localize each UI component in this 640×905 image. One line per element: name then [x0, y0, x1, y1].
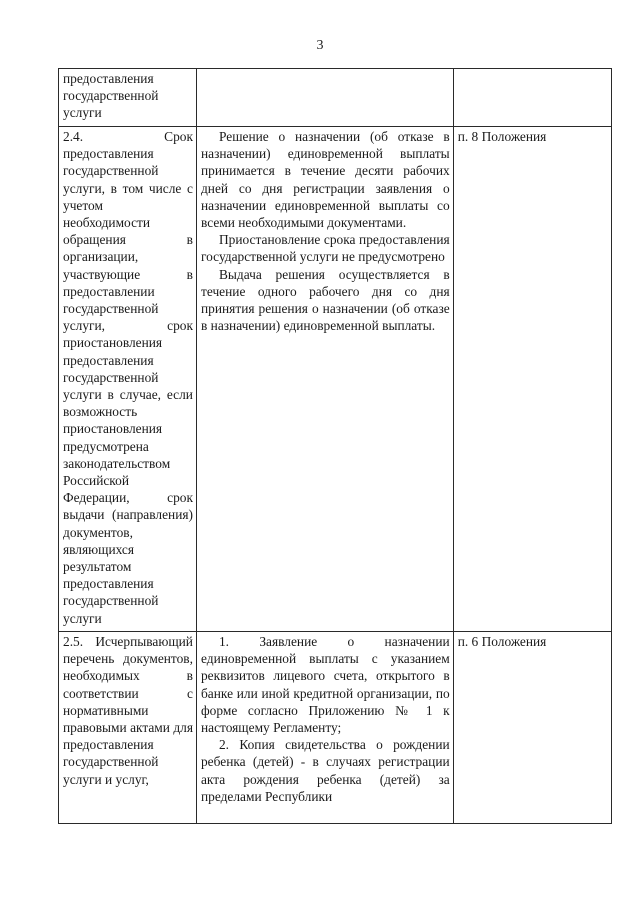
- row-reference-text: п. 8 Положения: [457, 129, 547, 144]
- row-content-cell: [196, 69, 453, 127]
- row-reference-text: п. 6 Положения: [457, 633, 547, 649]
- content-paragraph: Выдача решения осуществляется в течение одного рабочего дня со дня принятия решения о назначении (об отказе в назначении) единовременной выплаты.: [200, 266, 450, 334]
- row-heading-cell: [59, 127, 197, 632]
- row-heading-cell: [59, 69, 197, 127]
- table-row: [59, 127, 612, 632]
- content-paragraph: 2. Копия свидетельства о рождении ребенка (детей) - в случаях регистрации акта рождения ребенка (детей) за пределами Республики: [200, 737, 450, 804]
- row-heading-cell: [59, 631, 197, 823]
- row-content-cell: [196, 127, 453, 632]
- row-heading-text: предоставления государственной услуги: [63, 71, 159, 121]
- table-row: [59, 631, 612, 823]
- row-heading-text: 2.4. Срок предоставления государственной услуги, в том числе с учетом необходимости обращения в организации, участвующие в предоставлении государственной услуги, срок приостановления предоставления государственной услуги в случае, если возможность приостановления предусмотрена законодательством Российской Федерации, срок выдачи (направления) документов, являющихся результатом предоставления государственной услуги: [63, 129, 193, 626]
- content-paragraph: Приостановление срока предоставления государственной услуги не предусмотрено: [200, 232, 450, 265]
- row-reference-cell: [453, 127, 611, 632]
- row-reference-cell: [453, 631, 611, 823]
- row-content-cell: [196, 631, 453, 823]
- table-row: [59, 69, 612, 127]
- row-reference-cell: [453, 69, 611, 127]
- content-paragraph: 1. Заявление о назначении единовременной выплаты с указанием реквизитов лицевого счета, открытого в банке или иной кредитной организации, по форме согласно Приложению № 1 к настоящему Регламенту;: [200, 633, 450, 735]
- regulation-table: [58, 68, 612, 824]
- row-heading-text: 2.5. Исчерпывающий перечень документов, необходимых в соответствии с нормативными правовыми актами для предоставления государственной услуги и услуг,: [63, 633, 193, 787]
- page-number: 3: [316, 38, 324, 53]
- content-paragraph: Решение о назначении (об отказе в назначении) единовременной выплаты принимается в течение десяти рабочих дней со дня регистрации заявления о назначении единовременной выплаты со всеми необходимыми документами.: [200, 129, 450, 231]
